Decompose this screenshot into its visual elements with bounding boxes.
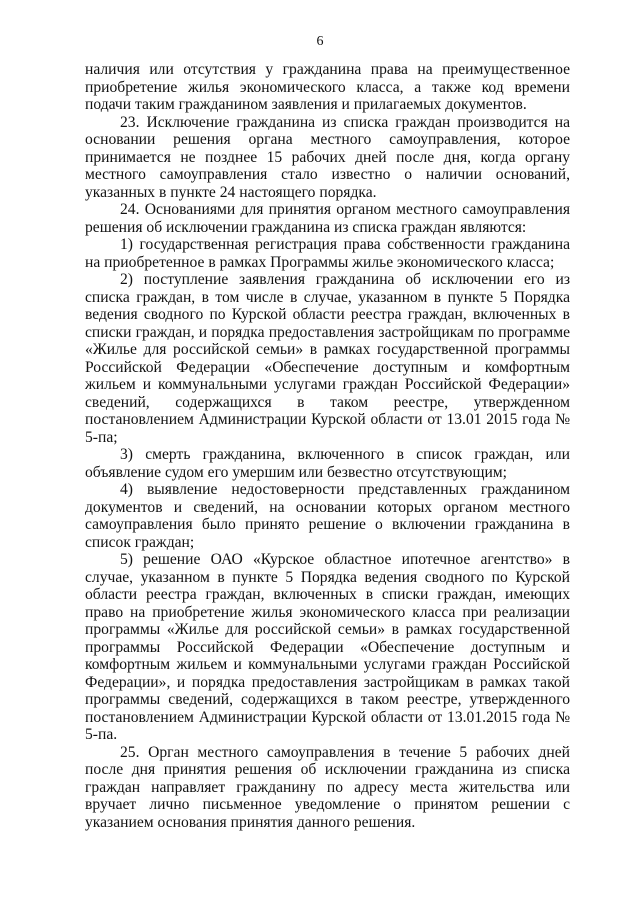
paragraph: 25. Орган местного самоуправления в течение 5 рабочих дней после дня принятия решения об исключении гражданина из списка граждан направляет гражданину по адресу места жительства или вручает лично письменное уведомление о принятом решении с указанием основания принятия данного решения.: [85, 743, 570, 831]
paragraph: 23. Исключение гражданина из списка граждан производится на основании решения органа местного самоуправления, которое принимается не позднее 15 рабочих дней после дня, когда органу местного самоуправления стало известно о наличии оснований, указанных в пункте 24 настоящего порядка.: [85, 113, 570, 201]
paragraph: 4) выявление недостоверности представленных гражданином документов и сведений, на основании которых органом местного самоуправления было принято решение о включении гражданина в список граждан;: [85, 481, 570, 551]
paragraph: 2) поступление заявления гражданина об исключении его из списка граждан, в том числе в случае, указанном в пункте 5 Порядка ведения сводного по Курской области реестра граждан, включенных в списки граждан, и порядка предоставления застройщикам по программе «Жилье для российской семьи» в рамках государственной программы Российской Федерации «Обеспечение доступным и комфортным жильем и коммунальными услугами граждан Российской Федерации» сведений, содержащихся в таком реестре, утвержденном постановлением Администрации Курской области от 13.01 2015 года № 5-па;: [85, 271, 570, 446]
paragraph: наличия или отсутствия у гражданина права на преимущественное приобретение жилья экономического класса, а также код времени подачи таким гражданином заявления и прилагаемых документов.: [85, 61, 570, 113]
paragraph: 1) государственная регистрация права собственности гражданина на приобретенное в рамках Программы жилье экономического класса;: [85, 236, 570, 271]
paragraph: 3) смерть гражданина, включенного в список граждан, или объявление судом его умершим или безвестно отсутствующим;: [85, 446, 570, 481]
paragraph: 24. Основаниями для принятия органом местного самоуправления решения об исключении гражданина из списка граждан являются:: [85, 201, 570, 236]
paragraph: 5) решение ОАО «Курское областное ипотечное агентство» в случае, указанном в пункте 5 Порядка ведения сводного по Курской области реестра граждан, включенных в списки граждан, имеющих право на приобретение жилья экономического класса при реализации программы «Жилье для российской семьи» в рамках государственной программы Российской Федерации «Обеспечение доступным и комфортным жильем и коммунальными услугами граждан Российской Федерации», и порядка предоставления застройщикам в рамках такой программы сведений, содержащихся в таком реестре, утвержденного постановлением Администрации Курской области от 13.01.2015 года № 5-па.: [85, 551, 570, 743]
page-number: 6: [316, 34, 324, 49]
document-body: [85, 61, 570, 831]
